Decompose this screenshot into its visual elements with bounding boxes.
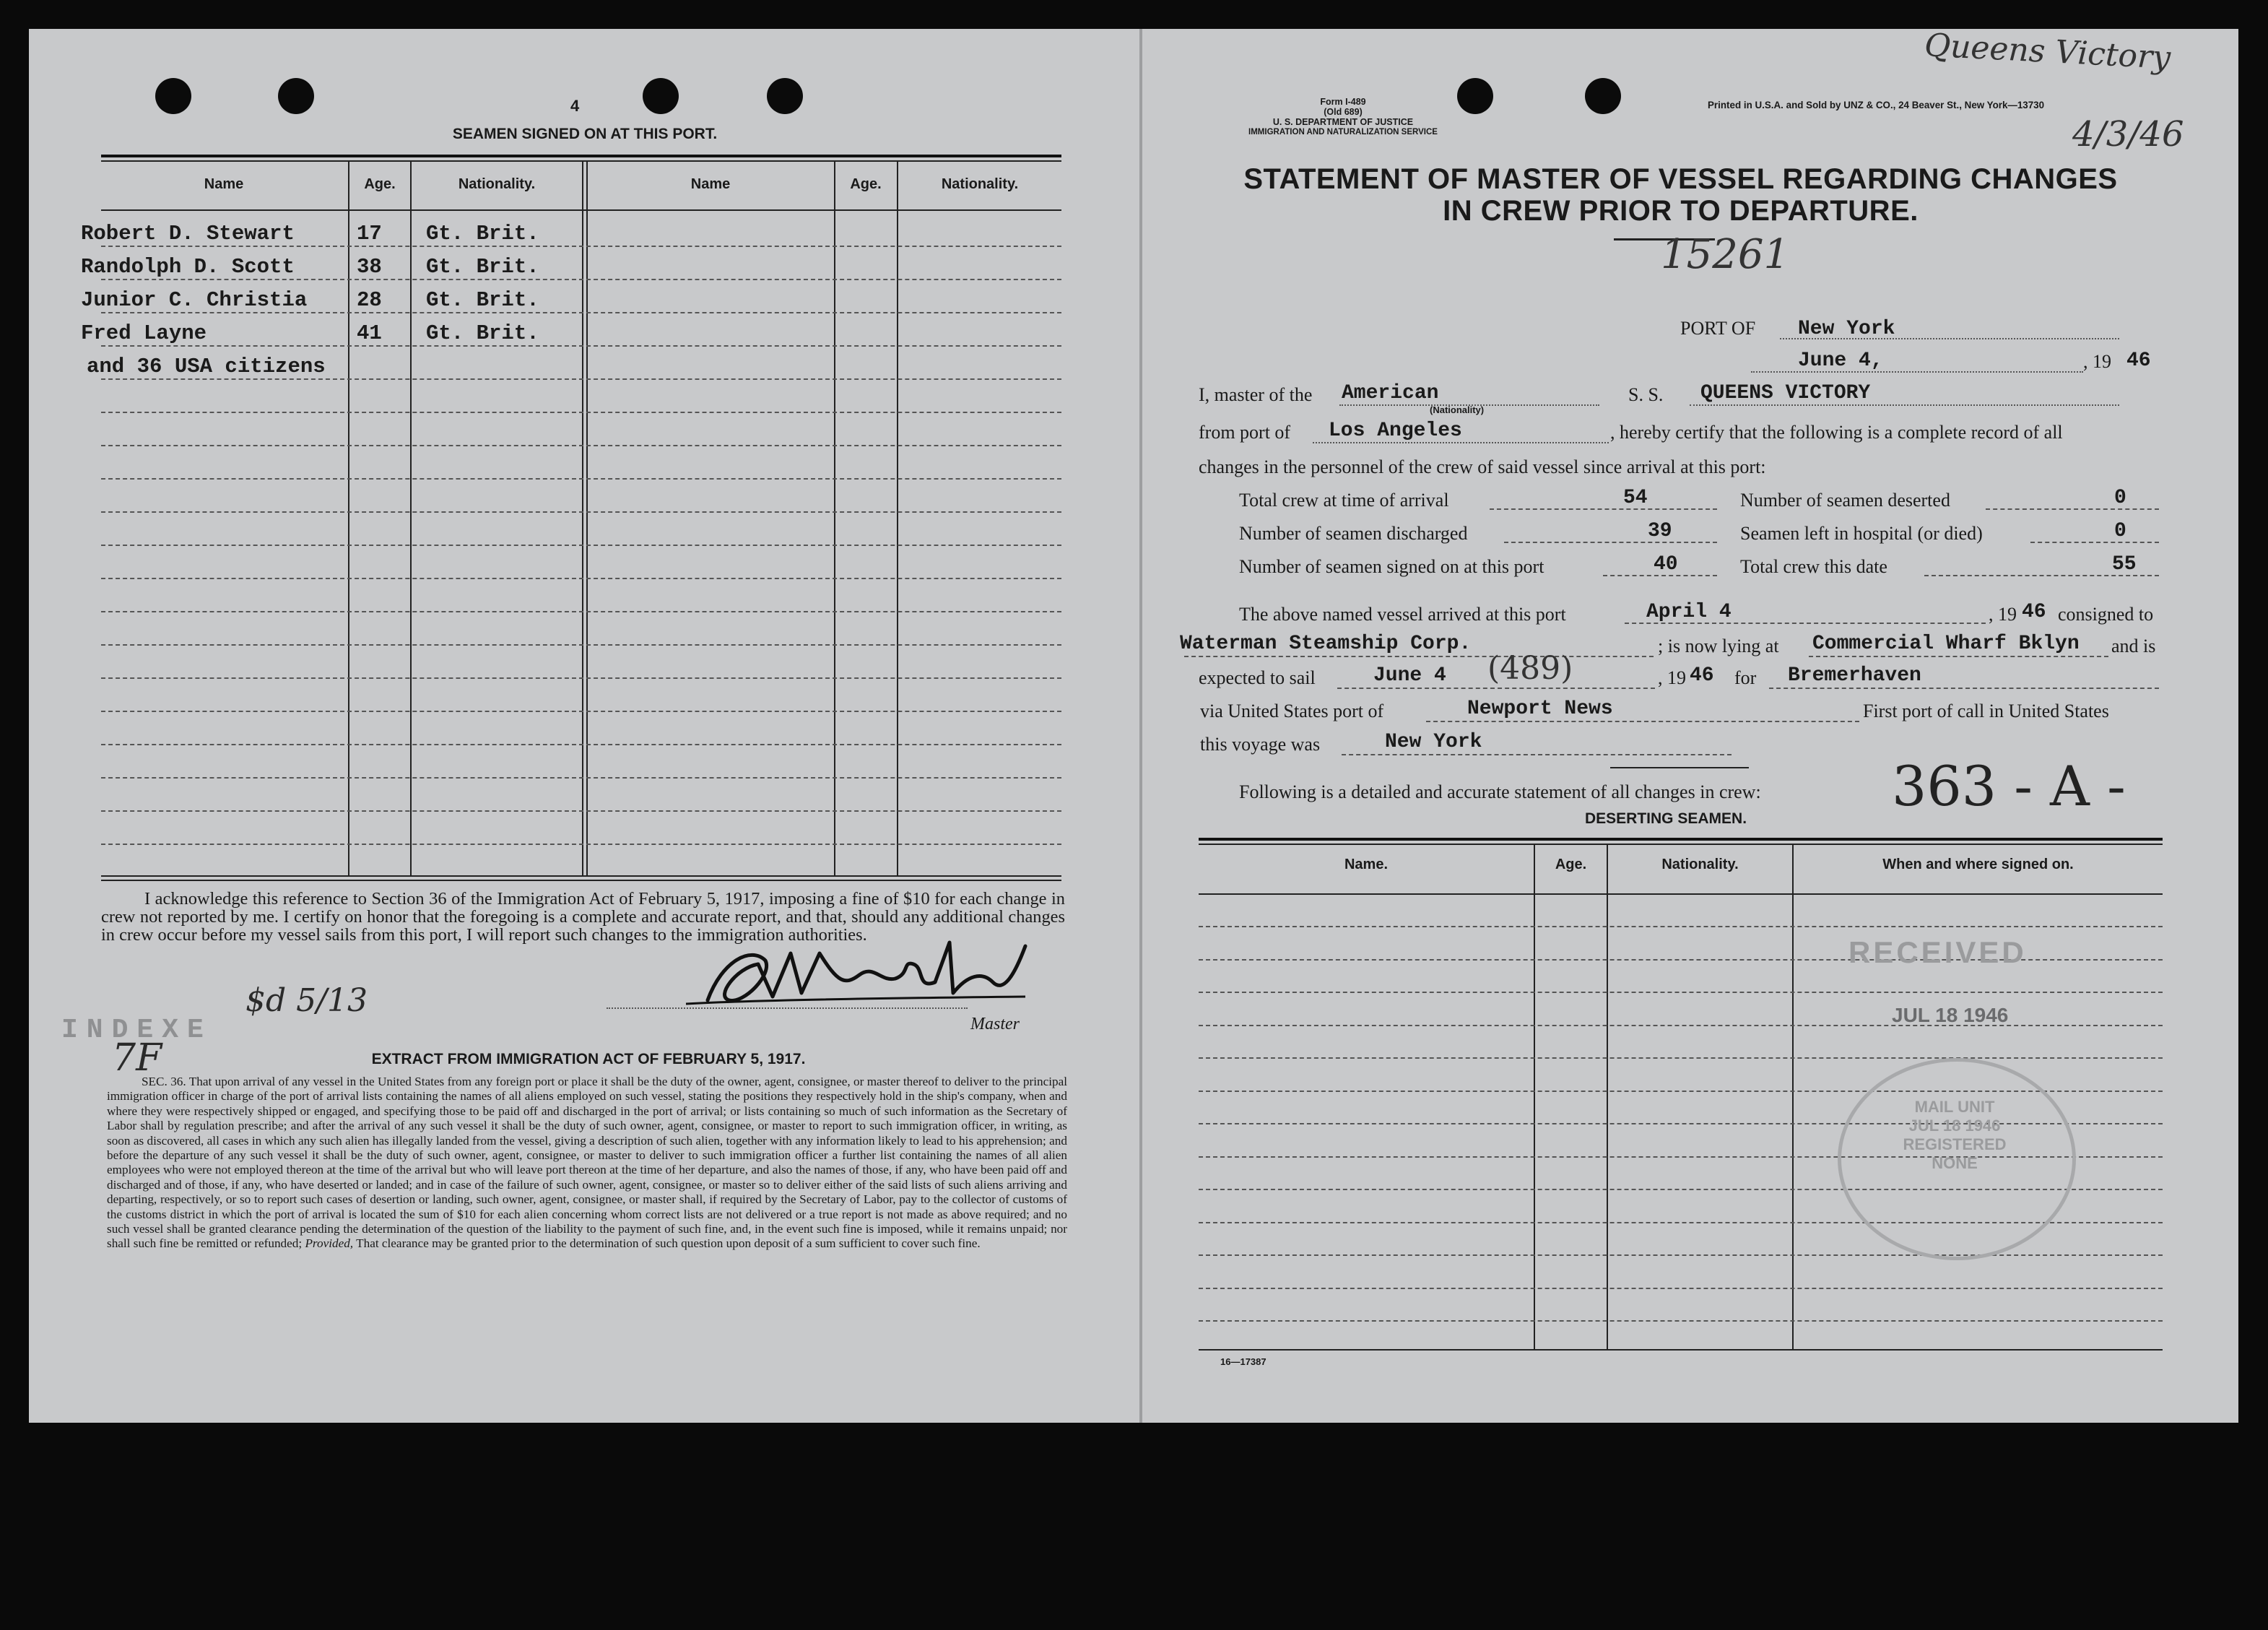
- following-text: Following is a detailed and accurate statement of all changes in crew:: [1239, 781, 1761, 802]
- arrived-label: The above named vessel arrived at this port: [1239, 604, 1566, 625]
- deserting-row-line: [1199, 1025, 2163, 1026]
- date-value: June 4,: [1798, 350, 1883, 372]
- deserting-col-name: Name.: [1344, 857, 1389, 872]
- deserting-row-line: [1199, 992, 2163, 993]
- col-divider: [410, 160, 412, 875]
- handwritten-number: 363 - A -: [1892, 754, 2126, 818]
- table-row-line: [101, 844, 1061, 845]
- stat-total-date-label: Total crew this date: [1740, 556, 1887, 577]
- year-prefix: , 19: [1989, 604, 2017, 625]
- table-row-line: [101, 677, 1061, 679]
- stat-deserted: 0: [2114, 487, 2126, 509]
- col-divider: [582, 160, 583, 875]
- and-is-label: and is: [2111, 636, 2156, 656]
- deserting-col-age: Age.: [1555, 857, 1587, 872]
- table-cell-nationality: Gt. Brit.: [426, 288, 539, 312]
- table-cell-name: Junior C. Christia: [81, 288, 308, 312]
- via-port: Newport News: [1467, 698, 1613, 720]
- via-label: via United States port of: [1200, 701, 1384, 721]
- sail-line: [1337, 688, 1655, 689]
- table-row-line: [101, 611, 1061, 612]
- deserting-row-line: [1199, 1254, 2163, 1256]
- voyage-rule: [1610, 767, 1749, 768]
- stat-discharged-label: Number of seamen discharged: [1239, 523, 1468, 544]
- punch-hole: [1585, 78, 1621, 114]
- printer-note: Printed in U.S.A. and Sold by UNZ & CO., 24 Beaver St., New York—13730: [1708, 100, 2045, 110]
- circular-stamp-text: [1893, 1098, 2016, 1173]
- table-row-line: [101, 246, 1061, 247]
- table-row-line: [101, 378, 1061, 380]
- deserting-row-line: [1199, 926, 2163, 927]
- voyage-line: [1342, 754, 1732, 755]
- table-row-line: [101, 810, 1061, 812]
- stat-line: [1986, 508, 2159, 510]
- form-number: Form I-489: [1320, 97, 1366, 107]
- port-value: New York: [1798, 318, 1895, 340]
- voyage-label: this voyage was: [1200, 734, 1321, 755]
- col-header-name-2: Name: [690, 176, 731, 192]
- for-label: for: [1734, 667, 1757, 688]
- stat-total-date: 55: [2112, 553, 2137, 576]
- table-row-line: [101, 312, 1061, 313]
- nationality-caption: (Nationality): [1430, 404, 1485, 415]
- deserting-row-line: [1199, 1288, 2163, 1289]
- deserting-col-divider: [1792, 844, 1794, 1349]
- stat-signed-on-label: Number of seamen signed on at this port: [1239, 556, 1544, 577]
- table-row-line: [101, 777, 1061, 779]
- table-cell-age: 41: [357, 321, 382, 345]
- extract-text: That upon arrival of any vessel in the United States from any foreign port or place it shall be the duty of the owner, agent, consignee, or master thereof to deliver to the principal immigration officer in charge of the port of arrival lists containing the names of all aliens employed on such vessel, stating the positions they respectively hold in the ship's company, when and where they were respectively shipped or engaged, and specifying those to be paid off and discharged in the port of arrival; or lists containing so much of such information as the Secretary of Labor shall by regulation prescribe; and after the arrival of any such vessel it shall be the duty of such owner, agent, consignee, or master to report to such immigration officer, in writing, as soon as discovered, all cases in which any such alien has illegally landed from the vessel, giving a description of such alien, together with any information likely to lead to his apprehension; and before the departure of any such vessel it shall be the duty of such owner, agent, consignee, or master to deliver to such immigration officer a further list containing the names of all alien employees who were not employed thereon at the time of the arrival but who will leave port thereon at the time of her departure, and also the names of those, if any, who have been paid off and discharged and of those, if any, who have deserted or landed; and in case of the failure of such owner, agent, consignee, or master so to deliver either of the said lists of such aliens arriving and departing, respectively, or so to report such cases of desertion or landing, such owner, agent, consignee, or master shall, if required by the Secretary of Labor, pay to the collector of customs of the customs district in which the port of arrival is located the sum of $10 for each alien concerning whom correct lists are not delivered or a true report is not made as above required; and no such vessel shall be granted clearance pending the determination of the question of the liability to the payment of such fine, and, in the event such fine is imposed, while it remains unpaid; nor shall such fine be remitted or refunded;: [107, 1075, 1067, 1251]
- table-row-line: [101, 345, 1061, 347]
- form-title-line2: IN CREW PRIOR TO DEPARTURE.: [1443, 195, 1919, 227]
- ss-label: S. S.: [1628, 384, 1664, 405]
- stat-total-arrival: 54: [1623, 487, 1648, 509]
- nationality-value: American: [1342, 382, 1439, 404]
- footer-code: 16—17387: [1220, 1356, 1266, 1367]
- extract-tail: That clearance may be granted prior to the determination of such question upon deposit of a sum sufficient to cover such fine.: [356, 1236, 981, 1251]
- table-row-line: [101, 578, 1061, 579]
- from-port-line: [1313, 442, 1609, 443]
- table-cell-name: Robert D. Stewart: [81, 222, 295, 246]
- year-prefix: , 19: [2083, 351, 2111, 372]
- table-row-line: [101, 744, 1061, 745]
- sail-date: June 4: [1373, 664, 1446, 687]
- consignee-line: [1184, 656, 1654, 657]
- deserting-row-line: [1199, 1320, 2163, 1322]
- first-port-label: First port of call in United States: [1863, 701, 2109, 721]
- year-value: 46: [2126, 350, 2151, 372]
- table-cell-name: Randolph D. Scott: [81, 255, 295, 279]
- deserting-col-divider: [1534, 844, 1535, 1349]
- table-row-line: [101, 478, 1061, 480]
- sail-year: 46: [1690, 664, 1714, 687]
- from-port-value: Los Angeles: [1329, 420, 1462, 442]
- table-cell-nationality: Gt. Brit.: [426, 321, 539, 345]
- vessel-line: [1690, 404, 2119, 406]
- table-cell-name: Fred Layne: [81, 321, 207, 345]
- table-cell-age: 17: [357, 222, 382, 246]
- form-id-block: [1199, 97, 1487, 137]
- table-row-line: [101, 711, 1061, 712]
- consigned-label: consigned to: [2058, 604, 2154, 625]
- table-row-line: [101, 445, 1061, 446]
- from-port-label: from port of: [1199, 422, 1291, 443]
- table-cell-name: and 36 USA citizens: [87, 355, 326, 378]
- col-header-name: Name: [204, 176, 244, 192]
- col-header-age-2: Age.: [850, 176, 882, 192]
- deserting-col-divider: [1607, 844, 1608, 1349]
- stamp-line: NONE: [1932, 1154, 1978, 1172]
- lying-label: ; is now lying at: [1658, 636, 1779, 656]
- stamp-line: MAIL UNIT: [1914, 1098, 1995, 1116]
- sail-note: (489): [1487, 650, 1573, 687]
- page-number: 4: [570, 97, 580, 115]
- indexed-stamp: INDEXE: [61, 1015, 212, 1046]
- consignee: Waterman Steamship Corp.: [1180, 633, 1472, 655]
- changes-text: changes in the personnel of the crew of said vessel since arrival at this port:: [1199, 456, 1766, 477]
- col-divider: [834, 160, 835, 875]
- form-old-number: (Old 689): [1324, 107, 1363, 117]
- stat-total-arrival-label: Total crew at time of arrival: [1239, 490, 1449, 511]
- table-row-line: [101, 279, 1061, 280]
- service-name: IMMIGRATION AND NATURALIZATION SERVICE: [1248, 128, 1438, 136]
- destination: Bremerhaven: [1788, 664, 1921, 687]
- stat-discharged: 39: [1648, 520, 1672, 542]
- stamp-line: JUL 18 1946: [1908, 1117, 2001, 1135]
- department-name: U. S. DEPARTMENT OF JUSTICE: [1272, 117, 1414, 127]
- sail-year-prefix: [1658, 667, 1686, 689]
- arrived-value: April 4: [1646, 601, 1732, 623]
- col-header-nationality-2: Nationality.: [941, 176, 1019, 192]
- section-title: SEAMEN SIGNED ON AT THIS PORT.: [452, 126, 718, 142]
- extract-lead: SEC. 36.: [142, 1075, 186, 1088]
- acknowledgement-text: I acknowledge this reference to Section 36 of the Immigration Act of February 5, 1917, imposing a fine of $10 for each change in crew not reported by me. I certify on honor that the foregoing is a complete and accurate report, and that, should any additional changes in crew occur before my vessel sails from this port, I will report such changes to the immigration authorities.: [101, 889, 1065, 945]
- table-row-line: [101, 412, 1061, 413]
- deserting-row-line: [1199, 1057, 2163, 1059]
- stat-hospital: 0: [2114, 520, 2126, 542]
- page-fold: [1139, 29, 1142, 1423]
- table-bottom-rule: [101, 875, 1061, 877]
- col-divider: [897, 160, 898, 875]
- lying-at: Commercial Wharf Bklyn: [1812, 633, 2080, 655]
- file-number: 15261: [1661, 231, 1790, 278]
- initials-note: $d 5/13: [246, 982, 368, 1019]
- stat-hospital-label: Seamen left in hospital (or died): [1740, 523, 1983, 544]
- handwritten-vessel: Queens Victory: [1923, 27, 2172, 77]
- table-row-line: [101, 644, 1061, 646]
- table-cell-age: 38: [357, 255, 382, 279]
- master-signature: [664, 932, 1040, 1026]
- port-of-label: PORT OF: [1680, 318, 1756, 339]
- expected-label: expected to sail: [1199, 667, 1316, 688]
- stat-line: [1490, 508, 1717, 510]
- table-top-rule-2: [101, 160, 1061, 162]
- table-cell-nationality: Gt. Brit.: [426, 222, 539, 246]
- lying-line: [1809, 656, 2108, 657]
- deserting-col-nationality: Nationality.: [1661, 857, 1739, 872]
- master-of-label: I, master of the: [1199, 384, 1313, 405]
- arrived-year: 46: [2022, 601, 2046, 623]
- arrived-year-prefix: [1989, 604, 2017, 625]
- received-stamp: RECEIVED: [1848, 935, 2027, 969]
- table-row-line: [101, 545, 1061, 546]
- deserting-table-bottom: [1199, 1349, 2163, 1351]
- certify-text: , hereby certify that the following is a complete record of all: [1610, 422, 2063, 443]
- deserting-title: DESERTING SEAMEN.: [1585, 810, 1747, 827]
- extract-title: EXTRACT FROM IMMIGRATION ACT OF FEBRUARY 5, 1917.: [371, 1051, 806, 1067]
- destination-line: [1769, 688, 2159, 689]
- form-title-line1: STATEMENT OF MASTER OF VESSEL REGARDING CHANGES: [1243, 163, 2118, 195]
- col-header-nationality: Nationality.: [458, 176, 536, 192]
- punch-hole: [643, 78, 679, 114]
- table-bottom-rule-2: [101, 880, 1061, 881]
- col-divider: [586, 160, 588, 875]
- via-line: [1426, 721, 1859, 722]
- col-divider: [348, 160, 349, 875]
- stat-signed-on: 40: [1654, 553, 1678, 576]
- punch-hole: [278, 78, 314, 114]
- stat-line: [1504, 542, 1717, 543]
- deserting-table-top: [1199, 838, 2163, 841]
- table-cell-nationality: Gt. Brit.: [426, 255, 539, 279]
- punch-hole: [767, 78, 803, 114]
- table-top-rule: [101, 155, 1061, 157]
- deserting-table-top-2: [1199, 844, 2163, 845]
- table-cell-age: 28: [357, 288, 382, 312]
- col-header-age: Age.: [364, 176, 396, 192]
- table-header-rule: [101, 209, 1061, 211]
- received-date-stamp: JUL 18 1946: [1892, 1004, 2009, 1026]
- deserting-header-rule: [1199, 893, 2163, 895]
- stat-deserted-label: Number of seamen deserted: [1740, 490, 1950, 511]
- handwritten-date: 4/3/46: [2072, 114, 2184, 155]
- punch-hole: [155, 78, 191, 114]
- master-label: Master: [970, 1015, 1020, 1033]
- voyage-value: New York: [1385, 731, 1482, 753]
- vessel-name: QUEENS VICTORY: [1700, 382, 1871, 404]
- extract-provided: Provided,: [305, 1236, 354, 1251]
- deserting-col-signed-on: When and where signed on.: [1882, 857, 2074, 872]
- extract-body: [107, 1075, 1067, 1252]
- stat-line: [2030, 542, 2159, 543]
- table-row-line: [101, 511, 1061, 513]
- year-prefix: , 19: [1658, 667, 1686, 688]
- stamp-line: REGISTERED: [1903, 1135, 2007, 1153]
- margin-note: 7F: [112, 1036, 162, 1080]
- signature-line: [607, 1007, 968, 1009]
